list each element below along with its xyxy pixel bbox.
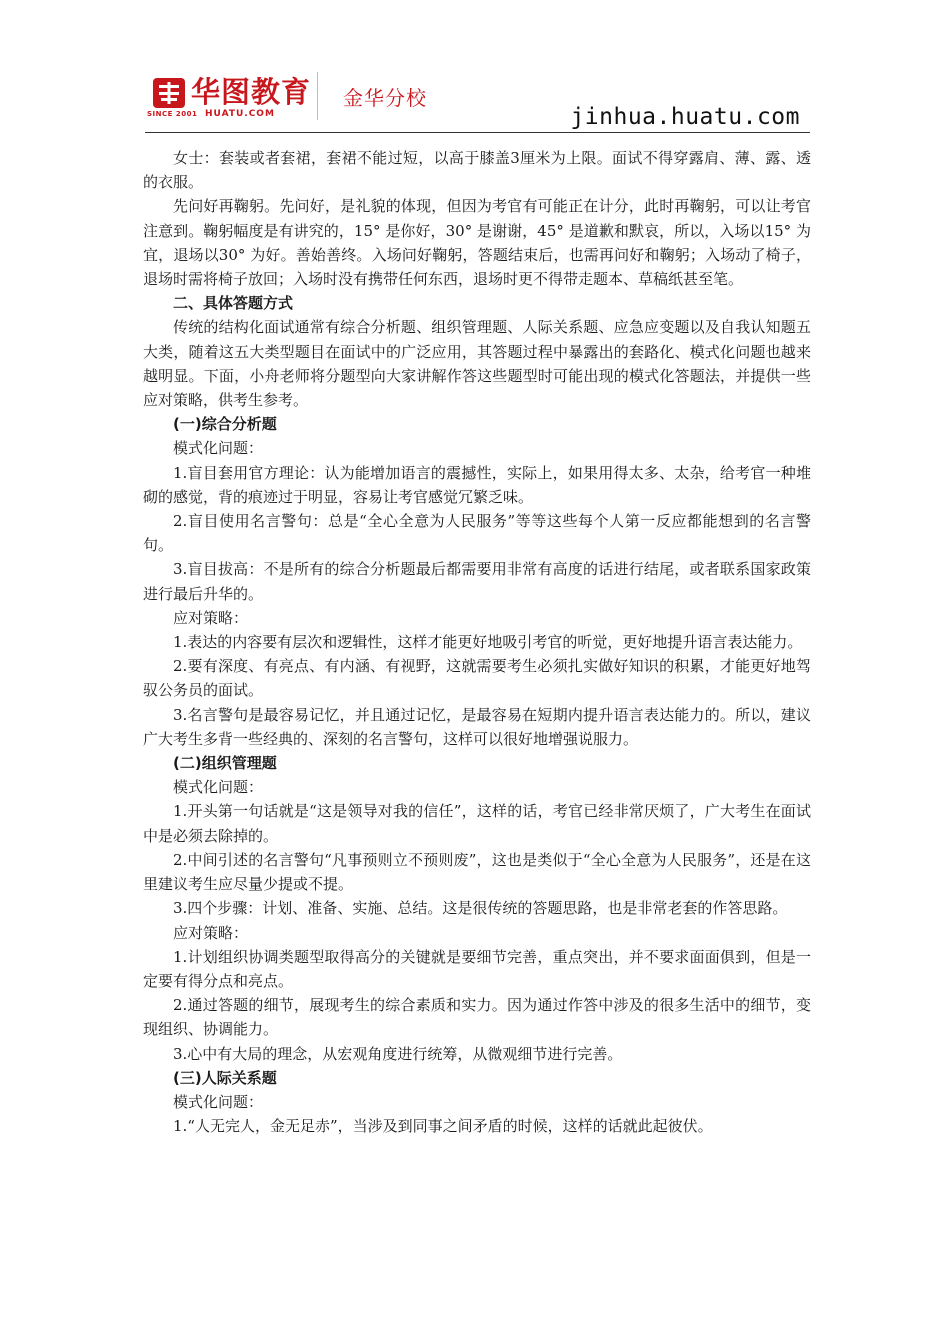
subsection-label: 应对策略： bbox=[173, 608, 249, 627]
huatu-logo-icon bbox=[153, 78, 185, 108]
paragraph: 3.心中有大局的理念，从宏观角度进行统筹，从微观细节进行完善。 bbox=[173, 1044, 623, 1063]
paragraph: 3.盲目拔高：不是所有的综合分析题最后都需要用非常有高度的话进行结尾，或者联系国家政策进行最后升华的。 bbox=[143, 560, 811, 603]
paragraph: 2.要有深度、有亮点、有内涵、有视野，这就需要考生必须扎实做好知识的积累，才能更好地驾驭公务员的面试。 bbox=[143, 657, 811, 700]
paragraph: 女士：套装或者套裙，套裙不能过短，以高于膝盖3厘米为上限。面试不得穿露肩、薄、露、透的衣服。 bbox=[143, 149, 811, 192]
paragraph: 1.“人无完人，金无足赤”，当涉及到同事之间矛盾的时候，这样的话就此起彼伏。 bbox=[173, 1117, 713, 1136]
paragraph: 传统的结构化面试通常有综合分析题、组织管理题、人际关系题、应急应变题以及自我认知题五大类，随着这五大类型题目在面试中的广泛应用，其答题过程中暴露出的套路化、模式化问题也越来越明显。下面，小舟老师将分题型向大家讲解作答这些题型时可能出现的模式化答题法，并提供一些应对策略，供考生参考。 bbox=[143, 318, 811, 410]
paragraph: 2.中间引述的名言警句“凡事预则立不预则废”，这也是类似于“全心全意为人民服务”，还是在这里建议考生应尽量少提或不提。 bbox=[143, 850, 811, 894]
paragraph: 2.盲目使用名言警句：总是“全心全意为人民服务”等等这些每个人第一反应都能想到的名言警句。 bbox=[143, 512, 811, 555]
header-divider bbox=[317, 72, 318, 120]
section-heading: (一)综合分析题 bbox=[173, 415, 277, 434]
page-header bbox=[145, 72, 810, 134]
subsection-label: 模式化问题： bbox=[173, 1092, 264, 1111]
site-url[interactable]: jinhua.huatu.com bbox=[570, 104, 800, 130]
logo-domain: HUATU.COM bbox=[205, 109, 275, 119]
paragraph: 2.通过答题的细节，展现考生的综合素质和实力。因为通过作答中涉及的很多生活中的细节，变现组织、协调能力。 bbox=[143, 996, 811, 1039]
paragraph: 先问好再鞠躬。先问好，是礼貌的体现，但因为考官有可能正在计分，此时再鞠躬，可以让考官注意到。鞠躬幅度是有讲究的，15° 是你好，30° 是谢谢，45° 是道歉和默哀，所以，入场以15° 为宜，退场以30° 为好。善始善终。入场问好鞠躬，答题结束后，也需再问好和鞠躬；入场动了椅子，退场时需将椅子放回；入场时没有携带任何东西，退场时更不得带走题本、草稿纸甚至笔。 bbox=[143, 197, 811, 289]
section-heading: 二、具体答题方式 bbox=[173, 294, 294, 313]
paragraph: 1.开头第一句话就是“这是领导对我的信任”，这样的话，考官已经非常厌烦了，广大考生在面试中是必须去除掉的。 bbox=[143, 802, 811, 845]
subsection-label: 模式化问题： bbox=[173, 439, 264, 458]
paragraph: 1.盲目套用官方理论：认为能增加语言的震撼性，实际上，如果用得太多、太杂，给考官一种堆砌的感觉，背的痕迹过于明显，容易让考官感觉冗繁乏味。 bbox=[143, 463, 811, 506]
branch-name: 金华分校 bbox=[343, 86, 427, 110]
document-body bbox=[143, 146, 811, 1138]
paragraph: 1.计划组织协调类题型取得高分的关键就是要细节完善，重点突出，并不要求面面俱到，但是一定要有得分点和亮点。 bbox=[143, 947, 811, 990]
subsection-label: 模式化问题： bbox=[173, 778, 264, 797]
logo-since: SINCE 2001 bbox=[147, 110, 198, 118]
paragraph: 3.四个步骤：计划、准备、实施、总结。这是很传统的答题思路，也是非常老套的作答思路。 bbox=[173, 899, 788, 918]
paragraph: 3.名言警句是最容易记忆，并且通过记忆，是最容易在短期内提升语言表达能力的。所以，建议广大考生多背一些经典的、深刻的名言警句，这样可以很好地增强说服力。 bbox=[143, 705, 811, 748]
logo-text: 华图教育 bbox=[191, 75, 312, 109]
subsection-label: 应对策略： bbox=[173, 923, 249, 942]
header-rule bbox=[145, 132, 810, 133]
paragraph: 1.表达的内容要有层次和逻辑性，这样才能更好地吸引考官的听觉，更好地提升语言表达能力。 bbox=[173, 633, 803, 652]
section-heading: (三)人际关系题 bbox=[173, 1068, 277, 1087]
section-heading: (二)组织管理题 bbox=[173, 754, 277, 773]
